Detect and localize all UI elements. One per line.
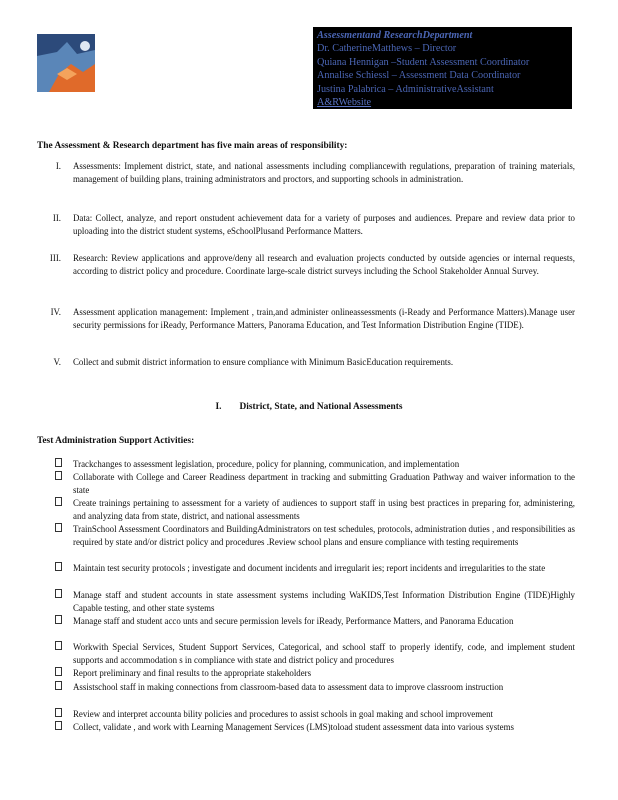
- bullet-icon: [55, 615, 62, 624]
- bullet-icon: [55, 523, 62, 532]
- responsibility-text: Assessment application management: Implement , train,and administer onlineassessments (i-Ready and Performance Matters).Manage user security permissions for iReady, Performance Matters, Panorama Education, and Test Information Distribution Engine (TIDE).: [73, 307, 575, 330]
- responsibility-number: IV.: [50, 307, 61, 317]
- section-title: District, State, and National Assessments: [239, 402, 403, 412]
- bullet-icon: [55, 589, 62, 598]
- bullet-icon: [55, 458, 62, 467]
- list-item-text: Manage staff and student accounts in state assessment systems including WaKIDS,Test Information Distribution Engine (TIDE)Highly Capable testing, and other state systems: [73, 590, 575, 613]
- responsibility-text: Research: Review applications and approve/deny all research and evaluation projects conducted by outside agencies or internal requests, according to district policy and procedure. Coordinate large-scale district surveys including the School Stakeholder Annual Survey.: [73, 253, 575, 276]
- intro-text: The Assessment & Research department has five main areas of responsibility:: [37, 141, 348, 151]
- responsibility-text: Collect and submit district information to ensure compliance with Minimum BasicEducation requirements.: [73, 357, 454, 367]
- list-item-text: Report preliminary and final results to the appropriate stakeholders: [73, 668, 312, 678]
- district-logo: [37, 34, 95, 92]
- subheading: Test Administration Support Activities:: [37, 436, 195, 446]
- list-item-text: Assistschool staff in making connections from classroom-based data to assessment data to improve classroom instruction: [73, 682, 504, 692]
- website-link[interactable]: A&RWebsite: [317, 97, 372, 109]
- bullet-icon: [55, 562, 62, 571]
- list-item-text: TrainSchool Assessment Coordinators and BuildingAdministrators on test schedules, protocols, administration duties , and responsibilities as required by state and/or district policy and procedures .Review school plans and ensure compliance with testing requirements: [73, 524, 575, 547]
- list-item-text: Review and interpret accounta bility policies and procedures to assist schools in goal making and school improvement: [73, 709, 493, 719]
- list-item-text: Collect, validate , and work with Learning Management Services (LMS)toload student assessment data into various systems: [73, 722, 514, 732]
- section-number: I.: [215, 402, 222, 412]
- bullet-icon: [55, 667, 62, 676]
- responsibility-text: Assessments: Implement district, state, and national assessments including compliancewith regulations, preparation of training materials, management of building plans, training administrators and proctors, and supporting schools in administration.: [73, 161, 575, 184]
- staff-data-coordinator: Annalise Schiessl – Assessment Data Coordinator: [317, 70, 521, 82]
- bullet-icon: [55, 721, 62, 730]
- department-header: [313, 27, 572, 109]
- responsibility-number: V.: [53, 357, 61, 367]
- staff-admin-assistant: Justina Palabrica – AdministrativeAssistant: [317, 83, 494, 95]
- bullet-icon: [55, 471, 62, 480]
- responsibility-number: I.: [55, 161, 61, 171]
- list-item-text: Workwith Special Services, Student Support Services, Categorical, and school staff to properly identify, code, and implement student supports and accommodation s in compliance with state and district policy and procedures: [73, 642, 575, 665]
- list-item-text: Create trainings pertaining to assessment for a variety of audiences to support staff in using best practices in preparing for, administering, and analyzing data from state, district, and national assessments: [73, 498, 575, 521]
- responsibility-number: II.: [52, 213, 61, 223]
- list-item-text: Collaborate with College and Career Readiness department in tracking and submitting Graduation Pathway and waiver information to the state: [73, 472, 575, 495]
- bullet-icon: [55, 641, 62, 650]
- department-title: Assessmentand ResearchDepartment: [317, 30, 473, 41]
- responsibility-text: Data: Collect, analyze, and report onstudent achievement data for a variety of purposes and audiences. Prepare and review data prior to uploading into the district student systems, eSchoolPlusand Performance Matters.: [73, 213, 575, 236]
- section-heading: [0, 402, 618, 412]
- list-item-text: Maintain test security protocols ; investigate and document incidents and irregularit ies; report incidents and irregularities to the state: [73, 563, 546, 573]
- staff-director: Dr. CatherineMatthews – Director: [317, 43, 457, 55]
- staff-assessment-coordinator: Quiana Hennigan –Student Assessment Coordinator: [317, 56, 530, 68]
- bullet-icon: [55, 497, 62, 506]
- responsibility-number: III.: [49, 253, 61, 263]
- list-item-text: Trackchanges to assessment legislation, procedure, policy for planning, communication, and implementation: [73, 459, 460, 469]
- bullet-icon: [55, 681, 62, 690]
- list-item-text: Manage staff and student acco unts and secure permission levels for iReady, Performance Matters, and Panorama Education: [73, 616, 514, 626]
- bullet-icon: [55, 708, 62, 717]
